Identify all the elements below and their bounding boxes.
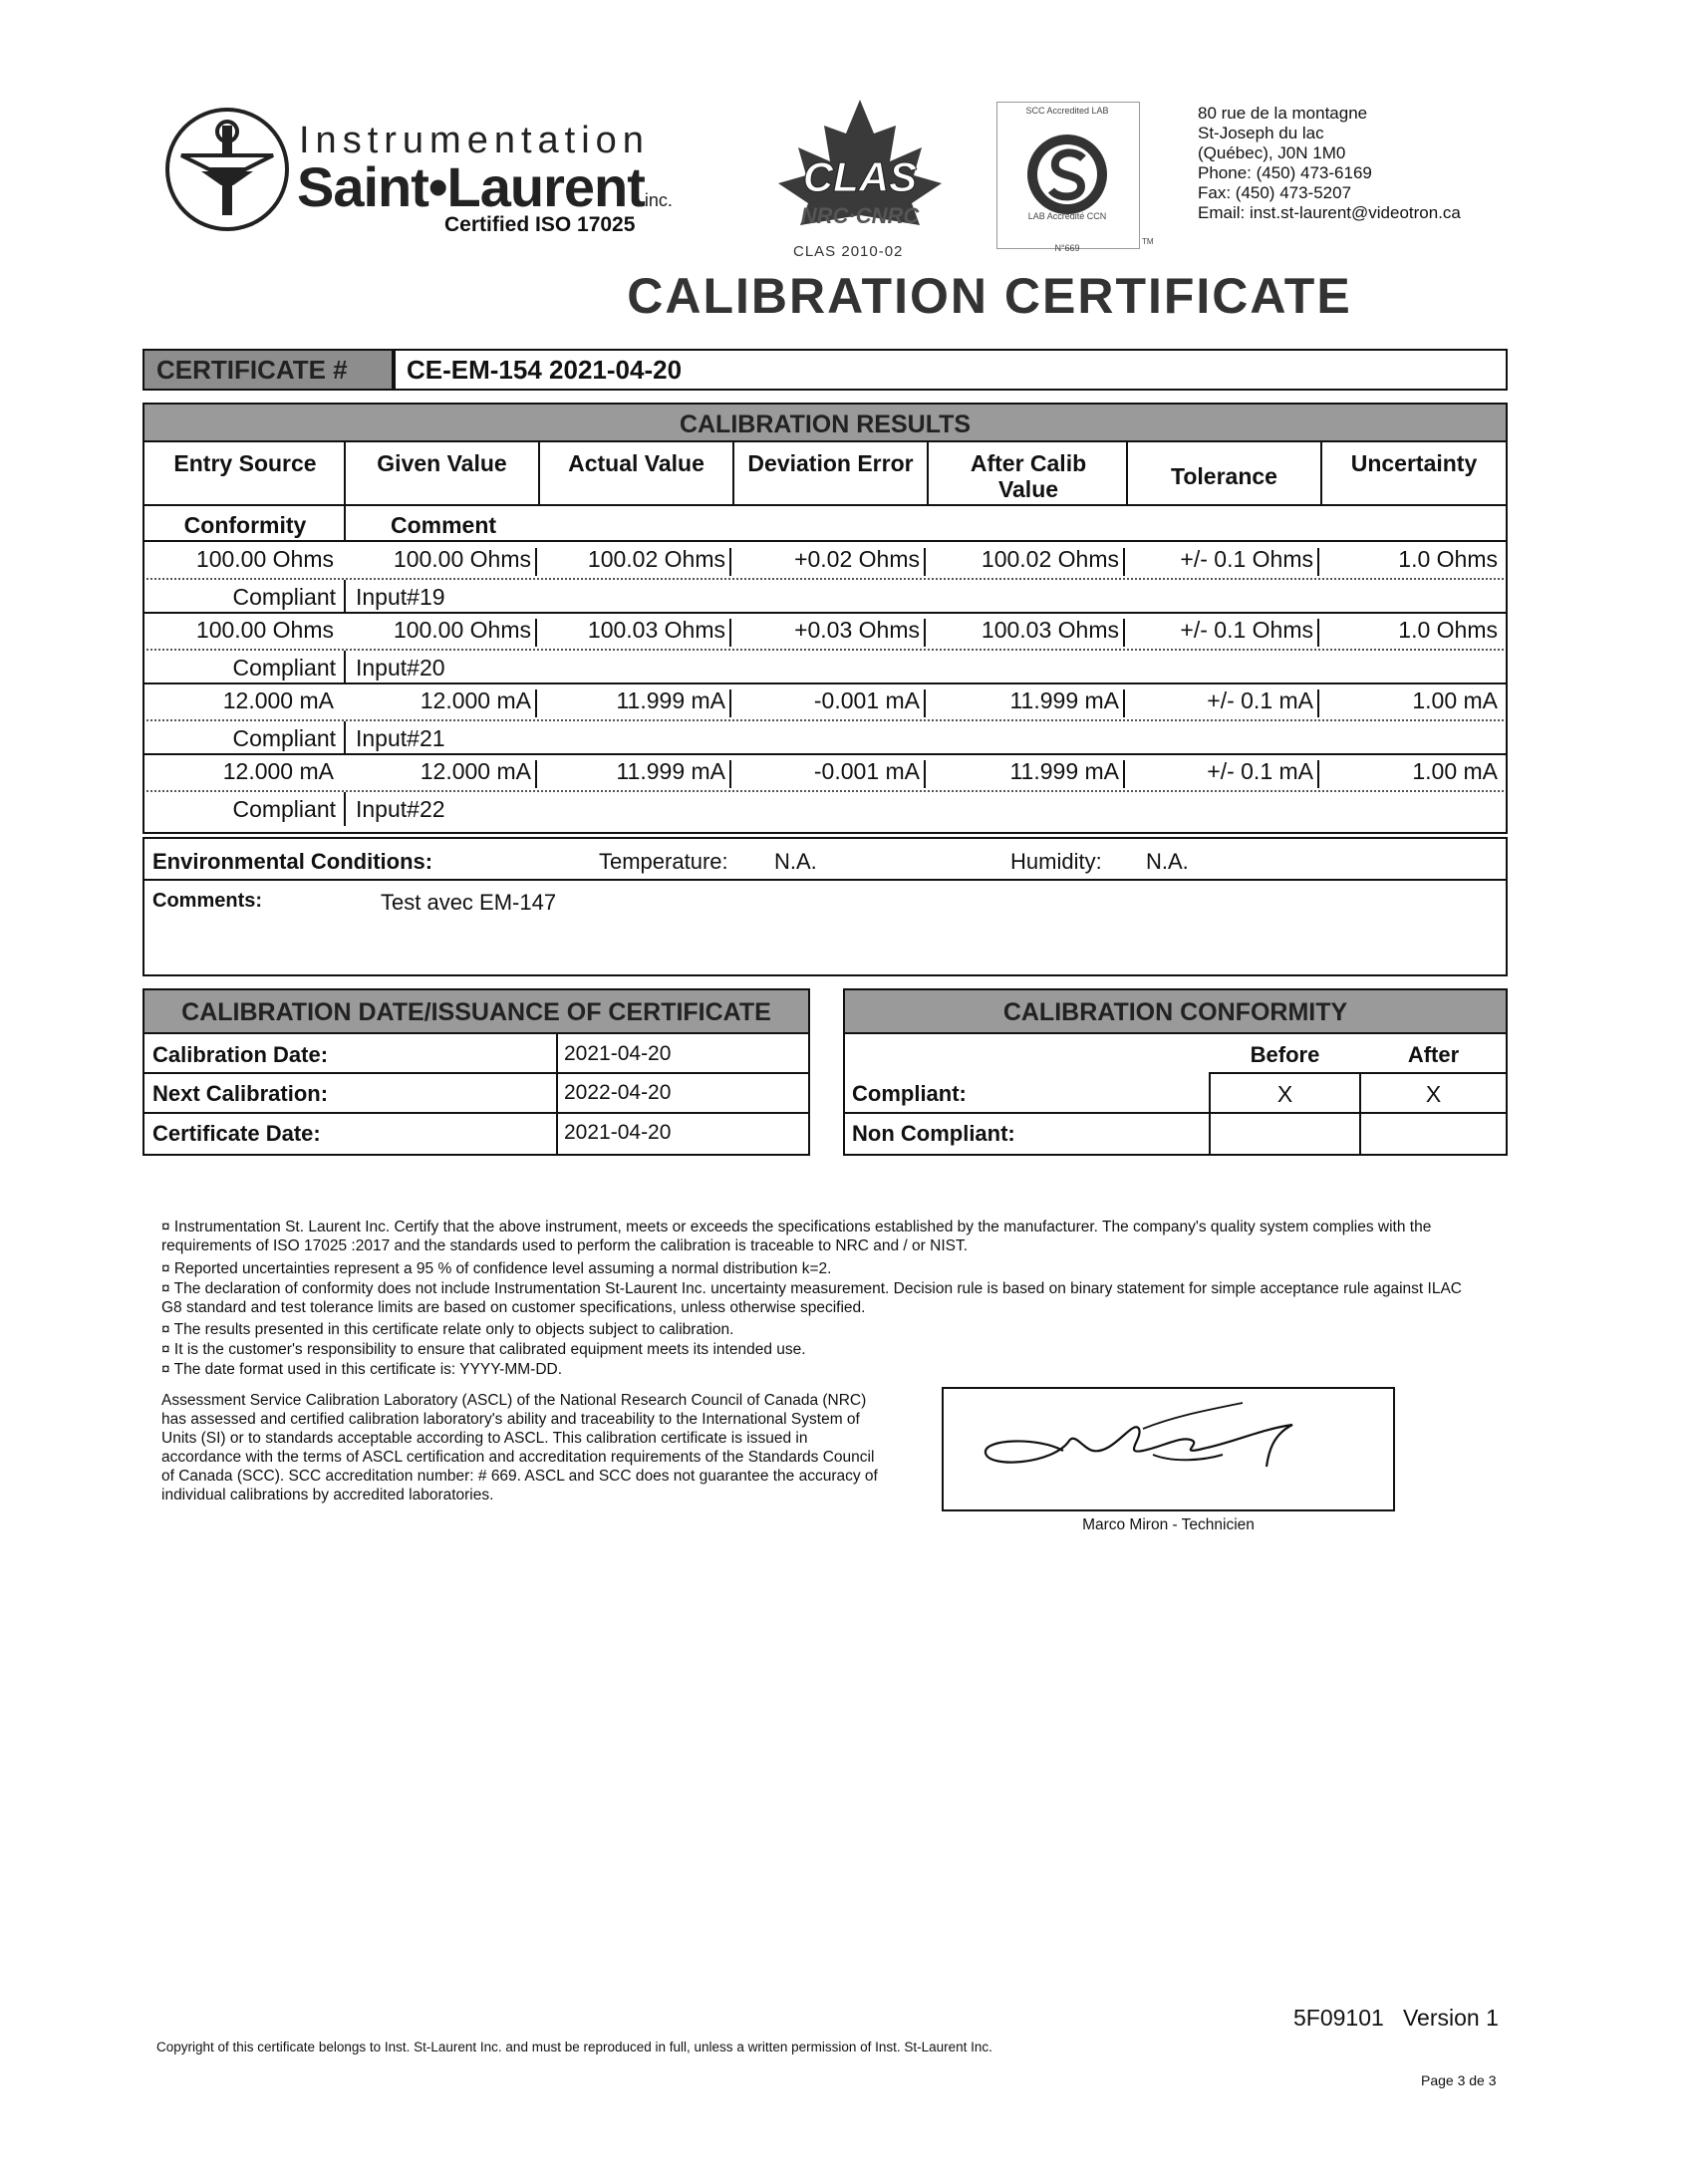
dotted-divider [146,649,1504,651]
dotted-divider [146,719,1504,721]
address-line: 80 rue de la montagne [1198,104,1368,123]
col-divider [344,651,346,684]
ascl-statement: Assessment Service Calibration Laboratory (ASCL) of the National Research Council of Canada (NRC) has assessed and certified calibration laboratory's ability and traceability to the International System of Units (SI) or to standards acceptable according to ASCL. This calibration certificate is issued in accordance with the terms of ASCL certification and accreditation requirements of the Standards Council of Canada (SCC). SCC accreditation number: # 669. ASCL and SCC does not guarantee the accuracy of individual calibrations by accredited laboratories. [161,1392,878,1503]
cell-uncertainty: 1.0 Ohms [1398,617,1498,643]
address-line: St-Joseph du lac [1198,124,1324,142]
calibration-date-value: 2021-04-20 [564,1042,672,1065]
logo-figure-icon [169,112,285,227]
cell-divider [535,619,537,647]
cell-divider [535,689,537,717]
clas-nrc-text: NRC·CNRC [800,203,920,228]
row-divider [144,440,1506,442]
cell-given: 100.00 Ohms [393,617,531,643]
cell-divider [1317,760,1319,788]
row-divider [1209,1072,1506,1074]
note-item: ¤ The declaration of conformity does not include Instrumentation St-Laurent Inc. uncertainty measurement. Decision rule is based on binary statement for simple acceptance rule against ILAC G8 standard and test tolerance limits are based on customer specifications, unless otherwise specified. [161,1280,1462,1316]
iso-certification: Certified ISO 17025 [444,213,636,236]
cell-comment: Input#22 [356,796,445,822]
note-item: ¤ The date format used in this certificate is: YYYY-MM-DD. [161,1361,563,1378]
cell-entry: 12.000 mA [222,758,334,784]
col-divider [344,506,346,540]
clas-text: CLAS [802,153,918,200]
row-divider [144,1072,808,1074]
cell-entry: 100.00 Ohms [195,617,334,643]
subheader-comment: Comment [391,512,497,538]
certificate-date-label: Certificate Date: [152,1121,321,1146]
scc-top-text: SCC Accredited LAB [1025,106,1109,116]
temperature-label: Temperature: [599,849,728,874]
cell-divider [924,760,926,788]
scc-trademark: TM [1142,237,1154,246]
cell-deviation: -0.001 mA [813,687,920,713]
before-header: Before [1250,1042,1320,1067]
subheader-conformity: Conformity [183,512,307,538]
email: Email: inst.st-laurent@videotron.ca [1198,203,1461,222]
cell-deviation: -0.001 mA [813,758,920,784]
col-header-after: After Calib Value [970,450,1087,502]
phone: Phone: (450) 473-6169 [1198,163,1372,182]
cell-divider [535,760,537,788]
cell-actual: 100.02 Ohms [587,546,725,572]
certificate-date-value: 2021-04-20 [564,1121,672,1144]
fax: Fax: (450) 473-5207 [1198,183,1352,202]
row-divider [144,1032,808,1034]
cell-entry: 100.00 Ohms [195,546,334,572]
cell-entry: 12.000 mA [222,687,334,713]
scc-symbol-icon [997,103,1137,246]
col-header-deviation: Deviation Error [747,450,914,476]
address-line: (Québec), J0N 1M0 [1198,143,1346,162]
cell-given: 12.000 mA [420,758,531,784]
note-item: ¤ The results presented in this certificate relate only to objects subject to calibration. [161,1321,734,1338]
cell-uncertainty: 1.00 mA [1412,758,1498,784]
cell-divider [1123,689,1125,717]
col-header-uncertainty: Uncertainty [1350,450,1478,476]
next-calibration-label: Next Calibration: [152,1081,329,1106]
row-divider [144,682,1506,684]
cell-divider [924,689,926,717]
dotted-divider [146,578,1504,580]
cell-given: 100.00 Ohms [393,546,531,572]
cell-divider [1123,760,1125,788]
col-header-given: Given Value [377,450,507,476]
row-divider [144,1112,808,1114]
cell-divider [1317,619,1319,647]
signature-icon [944,1389,1393,1509]
col-divider [344,721,346,755]
comments-label: Comments: [152,890,263,912]
cell-comment: Input#19 [356,584,445,610]
cell-divider [729,548,731,576]
form-version: 5F09101 Version 1 [1293,2005,1499,2031]
calibration-date-title: CALIBRATION DATE/ISSUANCE OF CERTIFICATE [144,990,808,1032]
cell-tolerance: +/- 0.1 Ohms [1180,617,1313,643]
results-title: CALIBRATION RESULTS [144,405,1506,440]
cell-divider [729,760,731,788]
cell-divider [729,619,731,647]
cell-comment: Input#21 [356,725,445,751]
certificate-label: CERTIFICATE # [144,351,392,389]
cell-conformity: Compliant [232,655,336,681]
technician-name: Marco Miron - Technicien [1082,1516,1255,1533]
compliant-label: Compliant: [852,1081,967,1106]
document-title: CALIBRATION CERTIFICATE [627,268,1352,324]
scc-number: N°669 [1054,243,1080,253]
humidity-label: Humidity: [1010,849,1102,874]
row-divider [845,1032,1506,1034]
clas-logo [772,96,948,260]
signature-box [942,1387,1395,1511]
clas-code: CLAS 2010-02 [793,243,904,260]
company-logo [165,108,289,231]
scc-logo [996,102,1140,249]
cell-tolerance: +/- 0.1 mA [1207,758,1313,784]
cell-divider [535,548,537,576]
col-header-actual: Actual Value [568,450,704,476]
copyright-notice: Copyright of this certificate belongs to Inst. St-Laurent Inc. and must be reproduced in full, unless a written permission of Inst. St-Laurent Inc. [156,2040,992,2054]
page-number: Page 3 de 3 [1421,2072,1497,2088]
calibration-date-label: Calibration Date: [152,1042,329,1067]
after-header: After [1407,1042,1460,1067]
col-header-tolerance: Tolerance [1171,463,1277,489]
env-divider [144,879,1506,881]
certificate-separator [392,351,396,389]
note-item: ¤ Reported uncertainties represent a 95 % of confidence level assuming a normal distribution k=2. [161,1260,832,1277]
cell-actual: 11.999 mA [616,758,725,784]
cell-actual: 11.999 mA [616,687,725,713]
cell-uncertainty: 1.00 mA [1412,687,1498,713]
row-divider [845,1112,1506,1114]
cell-conformity: Compliant [232,796,336,822]
certificate-number: CE-EM-154 2021-04-20 [407,355,683,385]
humidity-value: N.A. [1146,849,1189,874]
maple-leaf-icon [772,96,948,260]
cell-after: 11.999 mA [1009,758,1119,784]
compliant-before-mark: X [1276,1081,1293,1107]
env-label: Environmental Conditions: [152,849,433,874]
row-divider [144,612,1506,614]
note-item: ¤ It is the customer's responsibility to ensure that calibrated equipment meets its intended use. [161,1341,806,1358]
cell-actual: 100.03 Ohms [587,617,725,643]
cell-tolerance: +/- 0.1 mA [1207,687,1313,713]
compliant-after-mark: X [1425,1081,1442,1107]
cell-divider [729,689,731,717]
note-item: ¤ Instrumentation St. Laurent Inc. Certify that the above instrument, meets or exceeds the specifications established by the manufacturer. The company's quality system complies with the requirements of ISO 17025 :2017 and the standards used to perform the calibration is traceable to NRC and / or NIST. [161,1219,1432,1254]
temperature-value: N.A. [774,849,817,874]
cell-after: 100.02 Ohms [981,546,1119,572]
brand-name-line2: Saint•Laurentinc. [297,155,673,218]
cell-conformity: Compliant [232,725,336,751]
cell-conformity: Compliant [232,584,336,610]
next-calibration-value: 2022-04-20 [564,1081,672,1104]
cell-divider [924,548,926,576]
scc-mid-text: LAB Accrédité CCN [1027,211,1107,221]
cell-deviation: +0.02 Ohms [794,546,920,572]
noncompliant-label: Non Compliant: [852,1121,1015,1146]
cell-after: 100.03 Ohms [981,617,1119,643]
row-divider [144,504,1506,506]
cell-deviation: +0.03 Ohms [794,617,920,643]
brand-name-line1: Instrumentation [299,120,650,161]
cell-comment: Input#20 [356,655,445,681]
cell-tolerance: +/- 0.1 Ohms [1180,546,1313,572]
col-header-entry: Entry Source [173,450,317,476]
cell-divider [1123,619,1125,647]
cell-given: 12.000 mA [420,687,531,713]
dotted-divider [146,790,1504,792]
cell-divider [1123,548,1125,576]
cell-divider [1317,548,1319,576]
cell-after: 11.999 mA [1009,687,1119,713]
col-divider [556,1034,558,1154]
brand-inc: inc. [644,190,673,210]
conformity-title: CALIBRATION CONFORMITY [845,990,1506,1032]
col-divider [927,442,929,504]
cell-divider [1317,689,1319,717]
col-divider [344,792,346,826]
cell-divider [924,619,926,647]
comments-value: Test avec EM-147 [381,890,557,915]
cell-uncertainty: 1.0 Ohms [1398,546,1498,572]
row-divider [144,753,1506,755]
row-divider [144,540,1506,542]
col-divider [344,580,346,614]
